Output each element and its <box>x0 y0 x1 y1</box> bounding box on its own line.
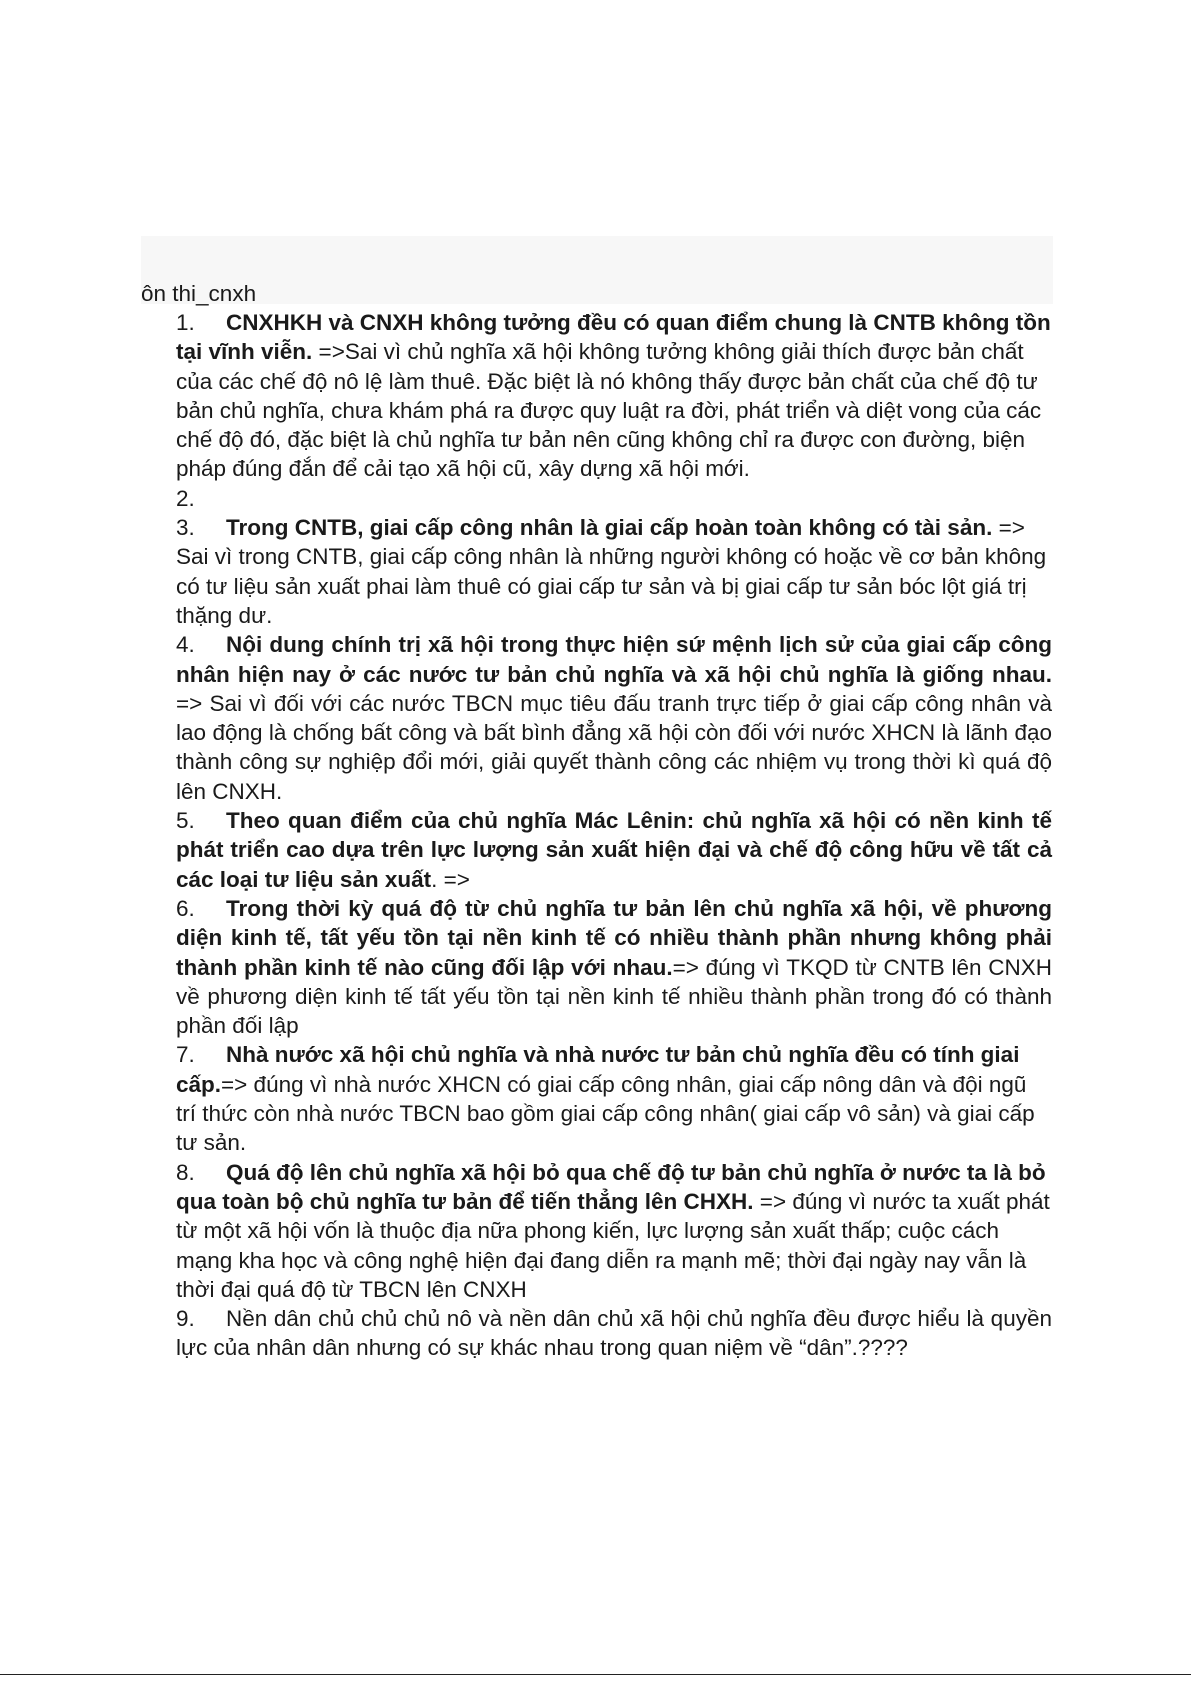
item-number: 8. <box>176 1159 195 1185</box>
list-item <box>176 513 1052 630</box>
list-item <box>176 1040 1052 1157</box>
item-answer: => Sai vì trong CNTB, giai cấp công nhân là những người không có hoặc về cơ bản không có tư liệu sản xuất phai làm thuê có giai cấp tư sản và bị giai cấp tư sản bóc lột giá trị thặng dư. <box>176 515 1047 628</box>
item-answer: => đúng vì nhà nước XHCN có giai cấp công nhân, giai cấp nông dân và đội ngũ trí thức còn nhà nước TBCN bao gồm giai cấp công nhân( giai cấp vô sản) và giai cấp tư sản. <box>176 1071 1035 1156</box>
item-answer: => đúng vì nước ta xuất phát từ một xã hội vốn là thuộc địa nữa phong kiến, lực lượng sản xuất thấp; cuộc cách mạng kha học và công nghệ hiện đại đang diễn ra mạnh mẽ; thời đại ngày nay vẫn là thời đại quá độ từ TBCN lên CNXH <box>176 1188 1050 1302</box>
list-item <box>176 1304 1052 1363</box>
list-item <box>176 806 1052 894</box>
item-statement: CNXHKH và CNXH không tưởng đều có quan điểm chung là CNTB không tồn tại vĩnh viễn. <box>176 310 1051 365</box>
footer-rule <box>0 1674 1191 1675</box>
item-number: 7. <box>176 1042 195 1068</box>
list-item <box>176 484 1052 513</box>
item-statement: Nhà nước xã hội chủ nghĩa và nhà nước tư bản chủ nghĩa đều có tính giai cấp. <box>176 1042 1020 1097</box>
item-answer: . => <box>431 866 470 892</box>
item-statement: Trong CNTB, giai cấp công nhân là giai cấp hoàn toàn không có tài sản. <box>226 515 993 541</box>
item-statement: Quá độ lên chủ nghĩa xã hội bỏ qua chế độ tư bản chủ nghĩa ở nước ta là bỏ qua toàn bộ chủ nghĩa tư bản để tiến thẳng lên CHXH. <box>176 1159 1046 1214</box>
item-answer: Nền dân chủ chủ chủ nô và nền dân chủ xã hội chủ nghĩa đều được hiểu là quyền lực của nhân dân nhưng có sự khác nhau trong quan niệm về “dân”.???? <box>176 1306 1052 1361</box>
item-answer: => đúng vì TKQD từ CNTB lên CNXH về phương diện kinh tế tất yếu tồn tại nền kinh tế nhiều thành phần trong đó có thành phần đối lập <box>176 954 1052 1039</box>
item-number: 2. <box>176 485 195 511</box>
item-answer: =>Sai vì chủ nghĩa xã hội không tưởng không giải thích được bản chất của các chế độ nô lệ làm thuê. Đặc biệt là nó không thấy được bản chất của chế độ tư bản chủ nghĩa, chưa khám phá ra được quy luật ra đời, phát triển và diệt vong của các chế độ đó, đặc biệt là chủ nghĩa tư bản nên cũng không chỉ ra được con đường, biện pháp đúng đắn để cải tạo xã hội cũ, xây dựng xã hội mới. <box>176 339 1042 482</box>
list-item <box>176 1158 1052 1304</box>
item-number: 4. <box>176 632 195 658</box>
question-list <box>176 308 1052 1363</box>
item-statement: Trong thời kỳ quá độ từ chủ nghĩa tư bản lên chủ nghĩa xã hội, về phương diện kinh tế, tất yếu tồn tại nền kinh tế có nhiều thành phần nhưng không phải thành phần kinh tế nào cũng đối lập với nhau. <box>176 895 1052 980</box>
item-number: 3. <box>176 515 195 541</box>
list-item <box>176 630 1052 806</box>
document-title: ôn thi_cnxh <box>141 281 257 306</box>
item-number: 1. <box>176 310 195 335</box>
item-answer: => Sai vì đối với các nước TBCN mục tiêu đấu tranh trực tiếp ở giai cấp công nhân và lao động là chống bất công và bất bình đẳng xã hội còn đối với nước XHCN là lãnh đạo thành công sự nghiệp đổi mới, giải quyết thành công các nhiệm vụ trong thời kì quá độ lên CNXH. <box>176 690 1052 804</box>
item-statement: Theo quan điểm của chủ nghĩa Mác Lênin: chủ nghĩa xã hội có nền kinh tế phát triển cao dựa trên lực lượng sản xuất hiện đại và chế độ công hữu về tất cả các loại tư liệu sản xuất <box>176 808 1052 892</box>
header-band <box>141 236 1053 304</box>
list-item <box>176 894 1052 1040</box>
item-number: 6. <box>176 895 195 921</box>
list-item <box>176 308 1052 484</box>
item-number: 9. <box>176 1306 195 1332</box>
item-number: 5. <box>176 808 195 834</box>
item-statement: Nội dung chính trị xã hội trong thực hiện sứ mệnh lịch sử của giai cấp công nhân hiện nay ở các nước tư bản chủ nghĩa và xã hội chủ nghĩa là giống nhau. <box>176 632 1052 687</box>
